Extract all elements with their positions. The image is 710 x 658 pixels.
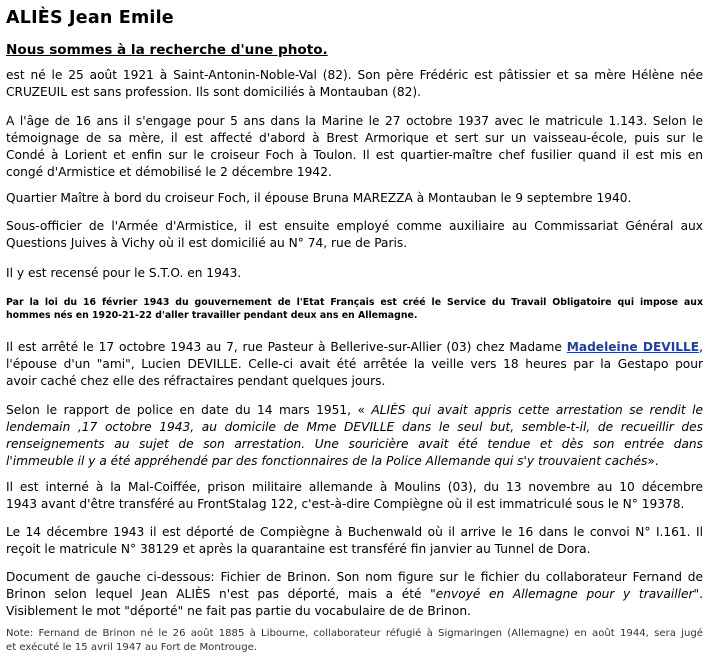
report-quote: l'immeuble il y a été appréhendé par des fonctionnaires de la Police Allemande qui s'y trouvaient cachés [6,454,648,468]
brinon-text: Brinon selon lequel Jean ALIÈS n'est pas déporté, mais a été [6,587,431,601]
arrest-paragraph [6,339,703,390]
text-line: Il est interné à la Mal-Coiffée, prison militaire allemande à Moulins (03), du 13 novembre au 10 décembre [6,480,703,494]
text-line: Sous-officier de l'Armée d'Armistice, il est ensuite employé comme auxiliaire au Commissariat Général aux [6,219,703,233]
arrest-punct: , [699,340,703,354]
sto-paragraph [6,265,703,282]
text-line: l'épouse d'un "ami", Lucien DEVILLE. Celle-ci avait été arrêtée la veille vers 18 heures par la Gestapo pour [6,357,703,371]
text-line: reçoit le matricule N° 38129 et après la quarantaine est transféré fin janvier au Tunnel de Dora. [6,542,591,556]
text-line: Par la loi du 16 février 1943 du gouvernement de l'Etat Français est créé le Service du Travail Obligatoire qui impose aux [6,297,703,308]
text-line: Quartier Maître à bord du croiseur Foch, il épouse Bruna MAREZZA à Montauban le 9 septembre 1940. [6,191,632,205]
report-end: ». [647,454,659,468]
text-line: Questions Juives à Vichy où il est domicilié au N° 74, rue de Paris. [6,236,408,250]
birth-paragraph [6,67,703,101]
text-line: CRUZEUIL est sans profession. Ils sont domiciliés à Montauban (82). [6,85,422,99]
internment-paragraph [6,479,703,513]
police-report-paragraph [6,402,703,470]
text-line: Le 14 décembre 1943 il est déporté de Compiègne à Buchenwald où il arrive le 16 dans le convoi N° I.161. Il [6,525,703,539]
brinon-note [6,627,703,655]
text-line [6,453,703,470]
text-line: Condé à Lorient et enfin sur le croiseur Foch à Toulon. Il est quartier-maître chef fusilier quand il est mis en [6,148,703,162]
photo-request-subtitle: Nous sommes à la recherche d'une photo. [6,42,328,58]
brinon-quote: "envoyé en Allemagne pour y travailler" [430,587,700,601]
text-line: Note: Fernand de Brinon né le 26 août 1885 à Libourne, collaborateur réfugié à Sigmaringen (Allemagne) en août 1944, sera jugé [6,628,703,639]
text-line: avoir caché chez elle des réfractaires pendant quelques jours. [6,374,386,388]
report-quote: lendemain ,17 octobre 1943, au domicile de Mme DEVILLE dans le seul but, semble-t-il, de recueillir des [6,420,703,434]
text-line: A l'âge de 16 ans il s'engage pour 5 ans dans la Marine le 27 octobre 1937 avec le matricule 1.143. Selon le [6,114,703,128]
report-quote: ALIÈS qui avait appris cette arrestation se rendit le [371,403,703,417]
marriage-paragraph [6,190,703,207]
text-line: Document de gauche ci-dessous: Fichier de Brinon. Son nom figure sur le fichier du collaborateur Fernand de [6,570,703,584]
text-line: congé d'Armistice et démobilisé le 2 décembre 1942. [6,165,332,179]
text-line [6,419,703,436]
brinon-paragraph [6,569,703,620]
madeleine-deville-link[interactable]: Madeleine DEVILLE [566,340,700,354]
deportation-paragraph [6,524,703,558]
armistice-paragraph [6,218,703,252]
text-line [6,436,703,453]
text-line: hommes nés en 1920-21-22 d'aller travailler pendant deux ans en Allemagne. [6,310,418,321]
brinon-punct: . [699,587,704,601]
page-title: ALIÈS Jean Emile [6,8,174,28]
report-quote: renseignements au sujet de son arrestation. Une souricière avait été tendue et dès son entrée dans [6,437,703,451]
navy-paragraph [6,113,703,181]
text-line: Visiblement le mot "déporté" ne fait pas partie du vocabulaire de de Brinon. [6,604,471,618]
text-line: est né le 25 août 1921 à Saint-Antonin-Noble-Val (82). Son père Frédéric est pâtissier et sa mère Hélène née [6,68,703,82]
text-line: Il y est recensé pour le S.T.O. en 1943. [6,266,242,280]
arrest-text: Il est arrêté le 17 octobre 1943 au 7, rue Pasteur à Bellerive-sur-Allier (03) chez Madame [6,340,567,354]
text-line: 1943 avant d'être transféré au FrontStalag 122, c'est-à-dire Compiègne où il est immatriculé sous le N° 19378. [6,497,685,511]
text-line [6,339,703,356]
text-line [6,586,703,603]
text-line: témoignage de sa mère, il est affecté d'abord à Brest Armorique et sert sur un vaisseau-école, puis sur le [6,131,703,145]
text-line: et exécuté le 15 avril 1947 au Fort de Montrouge. [6,642,258,653]
report-intro: Selon le rapport de police en date du 14 mars 1951, « [6,403,372,417]
text-line [6,402,703,419]
sto-law-note [6,296,703,322]
